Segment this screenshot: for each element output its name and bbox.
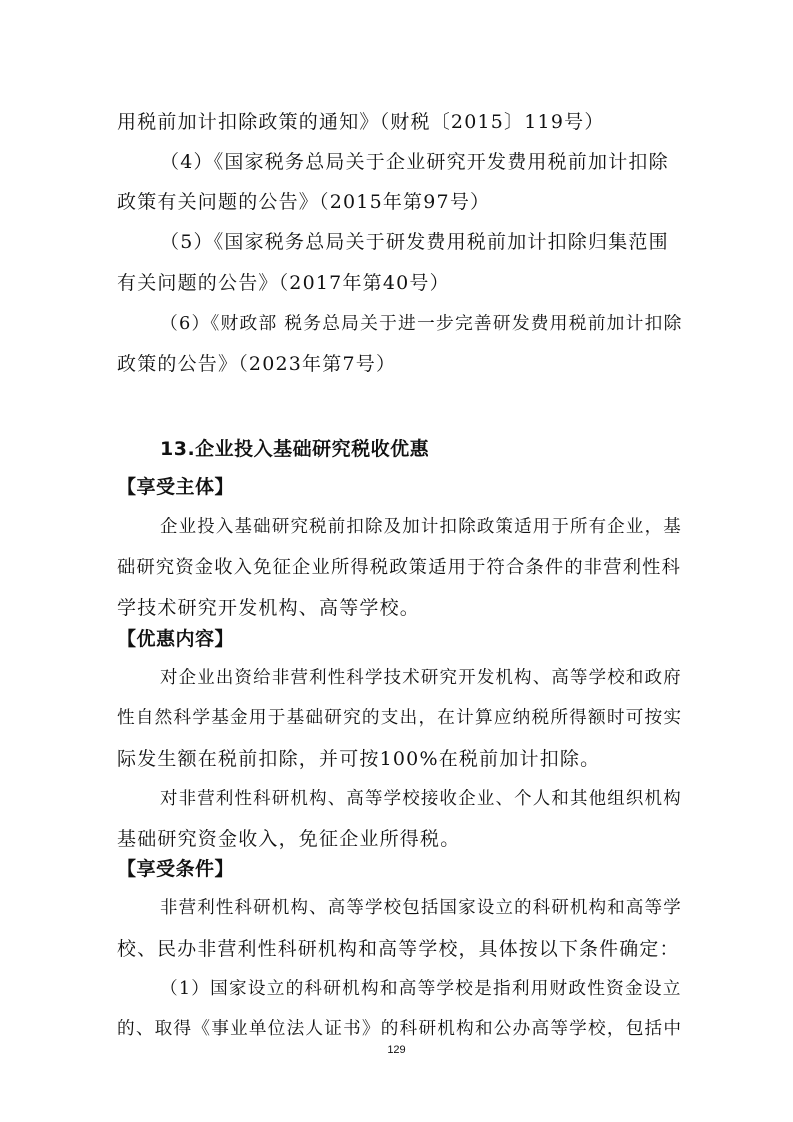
- page-number: 129: [387, 1044, 406, 1056]
- subject-line-3: 学技术研究开发机构、高等学校。: [117, 597, 421, 619]
- subject-line-2: 础研究资金收入免征企业所得税政策适用于符合条件的非营利性科: [117, 557, 682, 578]
- reference-4-line-2: 政策有关问题的公告》（2015年第97号）: [117, 191, 491, 213]
- conditions-p1-line-2: 校、民办非营利性科研机构和高等学校，具体按以下条件确定：: [117, 938, 680, 960]
- content-p1-line-1: 对企业出资给非营利性科学技术研究开发机构、高等学校和政府: [160, 668, 682, 688]
- conditions-p2-line-1: （1）国家设立的科研机构和高等学校是指利用财政性资金设立: [160, 979, 682, 999]
- reference-6-line-2: 政策的公告》（2023年第7号）: [117, 353, 397, 375]
- subject-heading: 【享受主体】: [117, 476, 235, 498]
- content-p1-line-3: 际发生额在税前扣除，并可按100%在税前加计扣除。: [117, 748, 601, 770]
- content-heading: 【优惠内容】: [117, 628, 235, 650]
- reference-4-line-1: （4）《国家税务总局关于企业研究开发费用税前加计扣除: [160, 151, 669, 173]
- conditions-p2-line-2: 的、取得《事业单位法人证书》的科研机构和公办高等学校，包括中: [117, 1019, 683, 1039]
- conditions-p1-line-1: 非营利性科研机构、高等学校包括国家设立的科研机构和高等学: [160, 898, 682, 918]
- content-p2-line-2: 基础研究资金收入，免征企业所得税。: [117, 828, 461, 850]
- reference-5-line-1: （5）《国家税务总局关于研发费用税前加计扣除归集范围: [160, 231, 669, 253]
- reference-5-line-2: 有关问题的公告》（2017年第40号）: [117, 272, 450, 294]
- section-title: 13.企业投入基础研究税收优惠: [160, 438, 430, 460]
- reference-3-continuation: 用税前加计扣除政策的通知》（财税〔2015〕119号）: [117, 111, 605, 133]
- reference-6-line-1: （6）《财政部 税务总局关于进一步完善研发费用税前加计扣除: [160, 314, 683, 334]
- subject-line-1: 企业投入基础研究税前扣除及加计扣除政策适用于所有企业，基: [160, 517, 682, 537]
- content-p2-line-1: 对非营利性科研机构、高等学校接收企业、个人和其他组织机构: [160, 789, 682, 809]
- conditions-heading: 【享受条件】: [117, 858, 235, 880]
- content-p1-line-2: 性自然科学基金用于基础研究的支出，在计算应纳税所得额时可按实: [117, 708, 683, 728]
